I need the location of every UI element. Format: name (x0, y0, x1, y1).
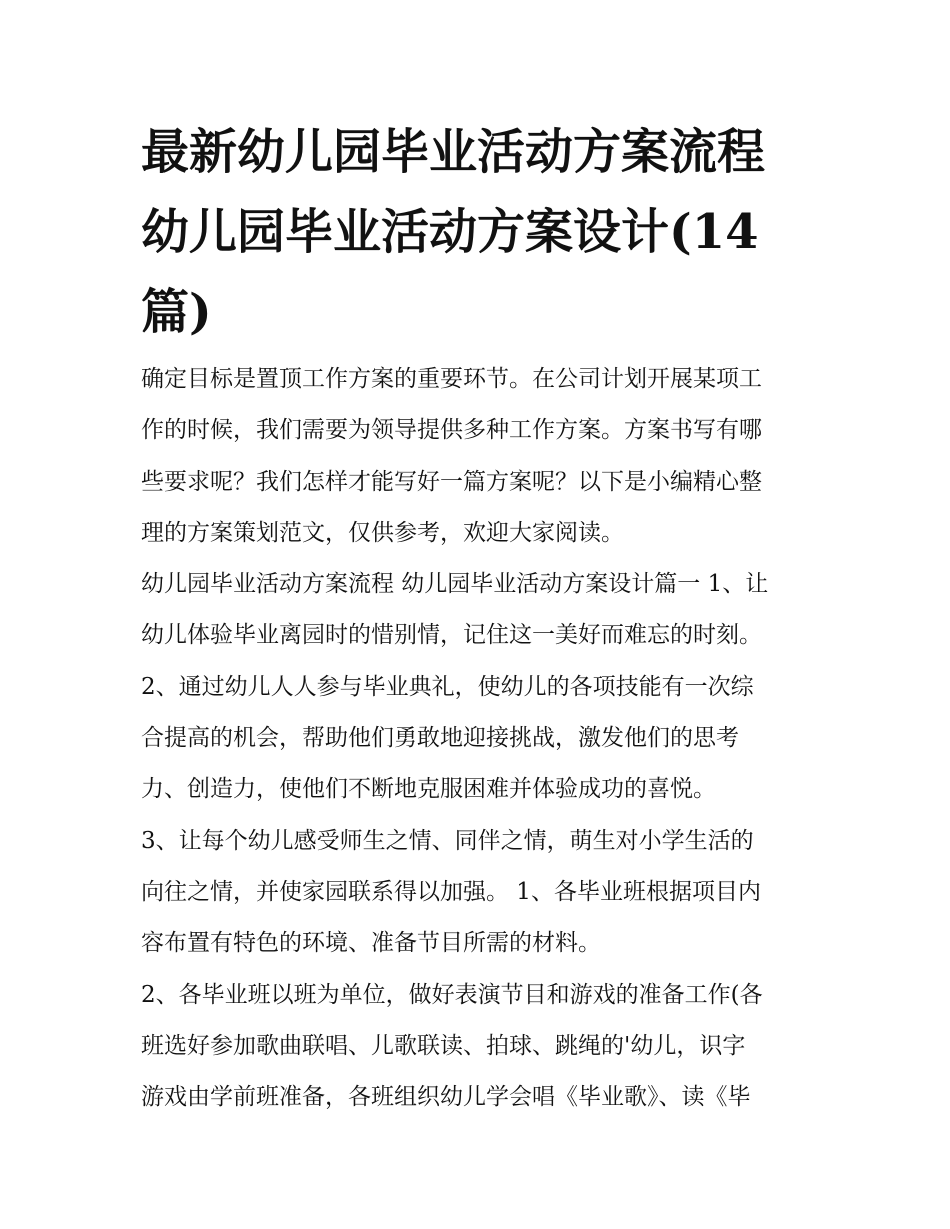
body-line: 3、让每个幼儿感受师生之情、同伴之情，萌生对小学生活的 (141, 827, 754, 854)
body-line: 班选好参加歌曲联唱、儿歌联读、拍球、跳绳的'幼儿，识字 (141, 1032, 746, 1059)
body-line: 容布置有特色的环境、准备节目所需的材料。 (141, 930, 601, 957)
body-line: 些要求呢？我们怎样才能写好一篇方案呢？以下是小编精心整 (141, 468, 762, 495)
title-line: 最新幼儿园毕业活动方案流程 (141, 124, 766, 180)
title-line: 篇) (141, 284, 212, 340)
title-line: 幼儿园毕业活动方案设计(14 (141, 204, 759, 260)
document-title (141, 112, 821, 352)
body-line: 理的方案策划范文，仅供参考，欢迎大家阅读。 (141, 519, 624, 546)
body-line: 力、创造力，使他们不断地克服困难并体验成功的喜悦。 (141, 776, 716, 803)
body-line: 2、通过幼儿人人参与毕业典礼，使幼儿的各项技能有一次综 (141, 673, 754, 700)
body-line: 游戏由学前班准备，各班组织幼儿学会唱《毕业歌》、读《毕 (141, 1084, 751, 1111)
body-line: 合提高的机会，帮助他们勇敢地迎接挑战，激发他们的思考 (141, 725, 739, 752)
body-line: 2、各毕业班以班为单位，做好表演节目和游戏的准备工作(各 (141, 981, 763, 1008)
document-body (141, 354, 821, 1123)
body-line: 向往之情，并使家园联系得以加强。 1、各毕业班根据项目内 (141, 878, 761, 905)
body-line: 幼儿园毕业活动方案流程 幼儿园毕业活动方案设计篇一 1、让 (141, 571, 769, 598)
body-line: 作的时候，我们需要为领导提供多种工作方案。方案书写有哪 (141, 417, 762, 444)
body-line: 确定目标是置顶工作方案的重要环节。在公司计划开展某项工 (141, 366, 762, 392)
body-line: 幼儿体验毕业离园时的惜别情，记住这一美好而难忘的时刻。 (141, 622, 762, 649)
